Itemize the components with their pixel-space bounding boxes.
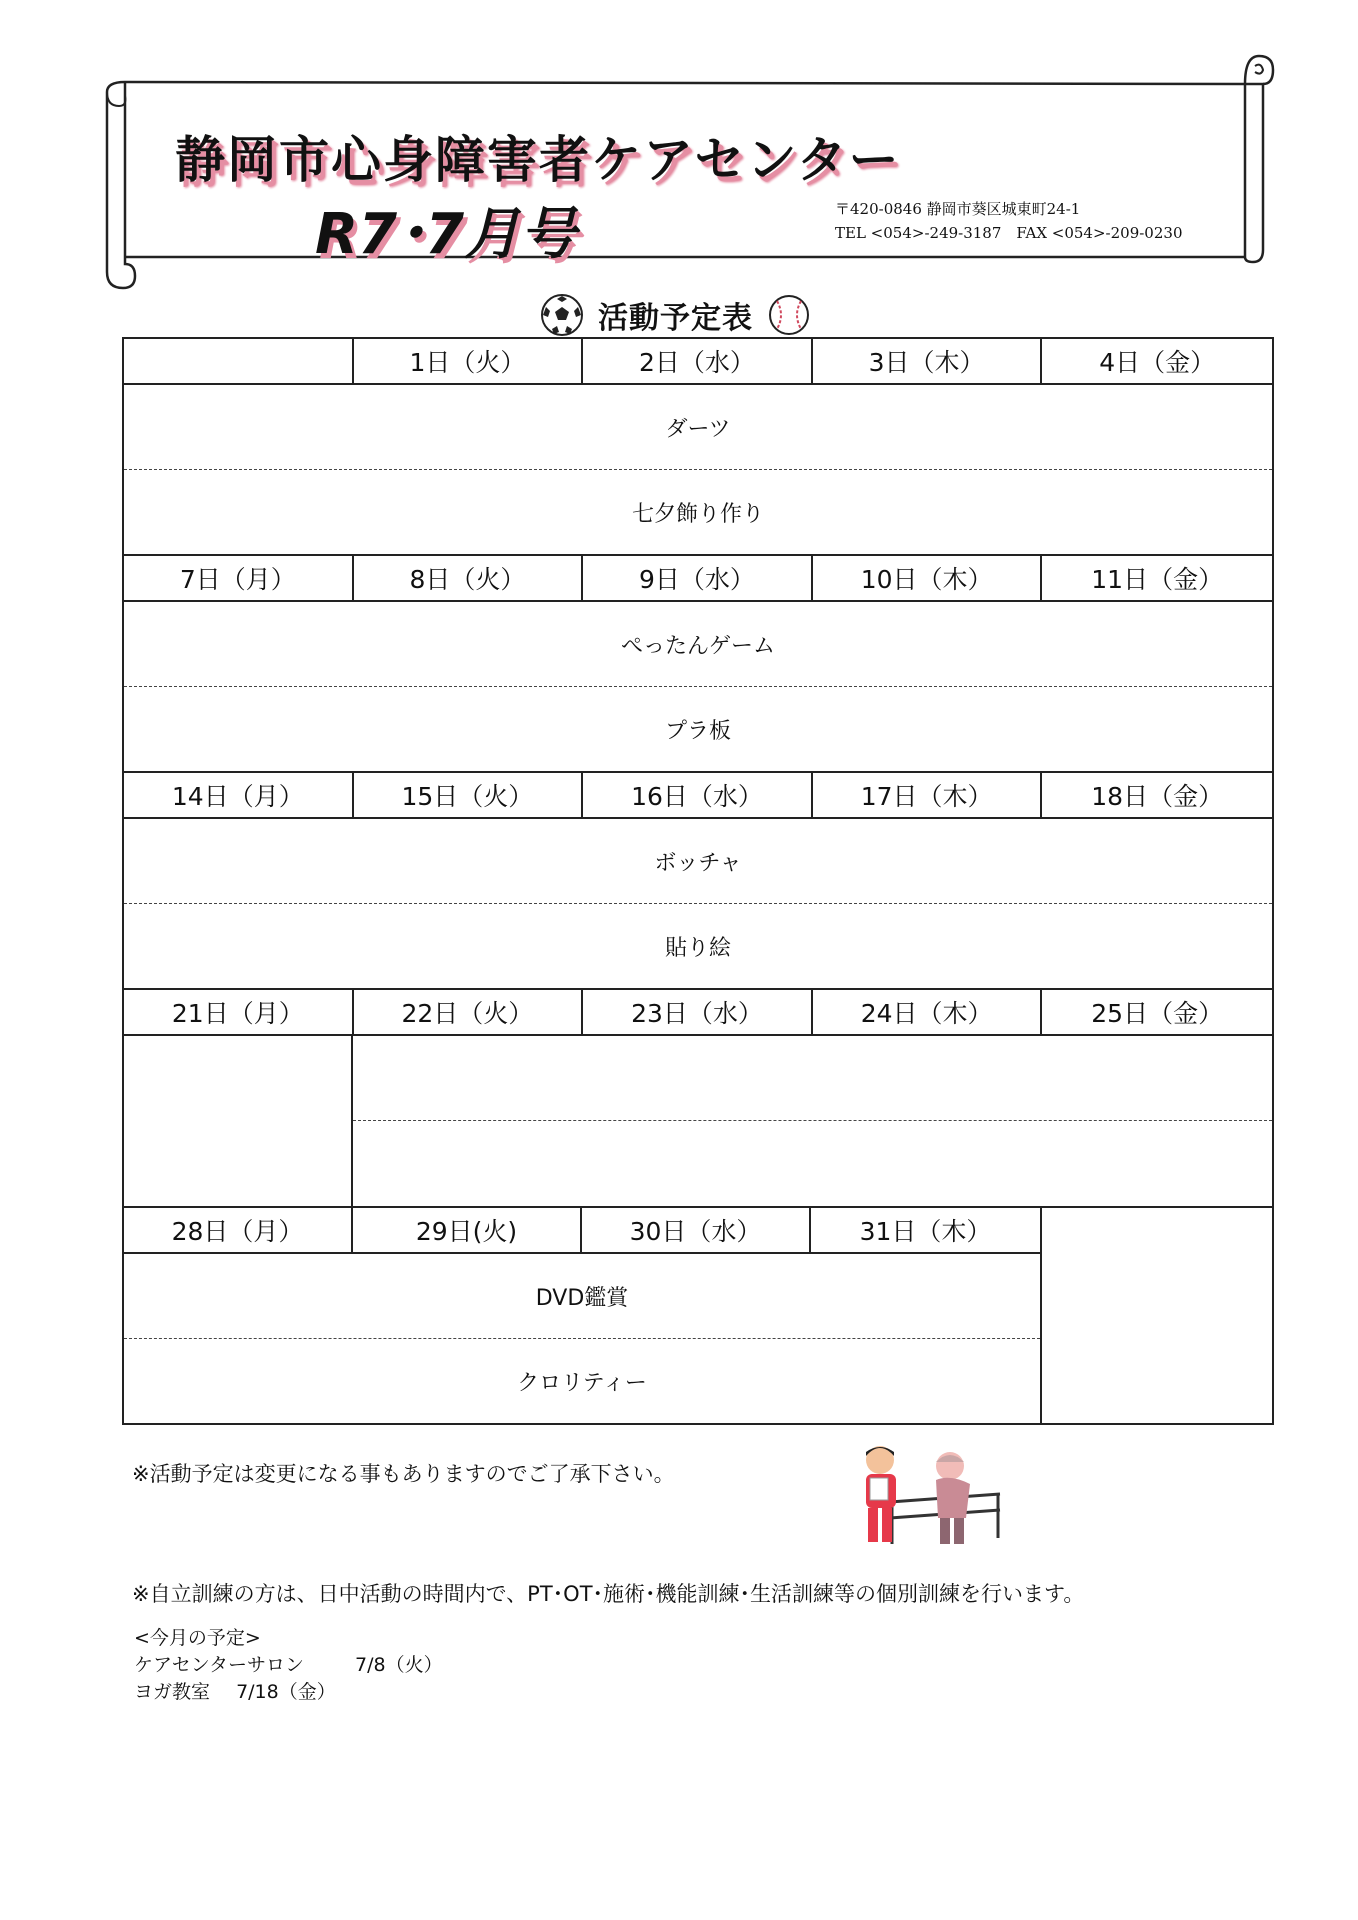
day-cell: 30日（水） [582,1208,811,1252]
day-cell: 10日（木） [813,556,1043,600]
schedule-table [122,337,1270,1425]
address-text: 〒420-0846 静岡市葵区城東町24-1 [835,200,1081,218]
week-five-main [124,1208,1042,1423]
day-cell: 7日（月） [124,556,354,600]
day-cell [124,339,354,383]
issue-label: R7･7月号 [315,202,577,267]
change-notice: ※活動予定は変更になる事もありますのでご了承下さい。 [132,1462,675,1486]
activity-split [124,1036,1272,1206]
week-row [122,988,1274,1206]
day-header-row [124,990,1272,1036]
header-banner [95,52,1275,292]
empty-cell [124,1036,353,1206]
day-cell: 28日（月） [124,1208,353,1252]
activity-row: 七夕飾り作り [631,501,764,527]
day-cell: 24日（木） [813,990,1043,1034]
soccer-ball-icon [540,293,584,337]
week-row [122,771,1274,988]
day-cell: 23日（水） [583,990,813,1034]
activity-row [353,1121,1272,1205]
week-row [122,337,1274,554]
monthly-heading: <今月の予定> [134,1627,261,1649]
week-five-layout [124,1208,1272,1423]
baseball-icon [767,293,811,337]
day-cell: 1日（火） [354,339,584,383]
activity-row: ぺったんゲーム [124,602,1272,687]
day-cell: 17日（木） [813,773,1043,817]
day-cell: 31日（木） [859,1217,992,1246]
activity-row: ダーツ [124,385,1272,470]
week-row [122,1206,1274,1425]
contact-block [835,197,1182,245]
day-cell: 14日（月） [124,773,354,817]
day-cell: 3日（木） [813,339,1043,383]
monthly-item-date: 7/8（火） [355,1654,443,1676]
day-cell: 4日（金） [1099,348,1216,377]
day-cell: 15日（火） [354,773,584,817]
day-cell: 29日(火) [353,1208,582,1252]
phone-fax-text: TEL <054>-249-3187 FAX <054>-209-0230 [835,224,1183,242]
monthly-item-name: ヨガ教室 [134,1681,211,1703]
day-cell: 8日（火） [354,556,584,600]
activity-row [353,1036,1272,1121]
day-header-row [124,556,1272,602]
center-title: 静岡市心身障害者ケアセンター [175,131,901,189]
day-cell: 9日（水） [583,556,813,600]
day-cell: 2日（水） [583,339,813,383]
monthly-item-date: 7/18（金） [236,1681,336,1703]
day-cell: 21日（月） [124,990,354,1034]
day-cell: 25日（金） [1091,999,1224,1028]
monthly-item [134,1652,443,1679]
activity-column [353,1036,1272,1206]
training-notice: ※自立訓練の方は、日中活動の時間内で、PT･OT･施術･機能訓練･生活訓練等の個別訓練を行います。 [132,1582,1085,1606]
day-header-row [124,339,1272,385]
monthly-item-name: ケアセンターサロン [134,1654,305,1676]
activity-row: プラ板 [664,718,731,744]
day-cell: 18日（金） [1091,782,1224,811]
day-cell: 16日（水） [583,773,813,817]
day-cell: 11日（金） [1091,565,1224,594]
schedule-title: 活動予定表 [598,301,753,336]
day-header-row [124,773,1272,819]
day-cell: 22日（火） [354,990,584,1034]
activity-row: 貼り絵 [664,935,731,961]
empty-cell [1042,1208,1272,1423]
monthly-schedule [134,1625,443,1706]
monthly-item [134,1679,443,1706]
week-row [122,554,1274,771]
activity-row: クロリティー [517,1370,647,1396]
day-header-row [124,1208,1040,1254]
activity-row: DVD鑑賞 [124,1254,1040,1339]
schedule-heading [540,290,811,340]
activity-row: ボッチャ [124,819,1272,904]
walking-rehab-illustration [850,1440,1030,1550]
